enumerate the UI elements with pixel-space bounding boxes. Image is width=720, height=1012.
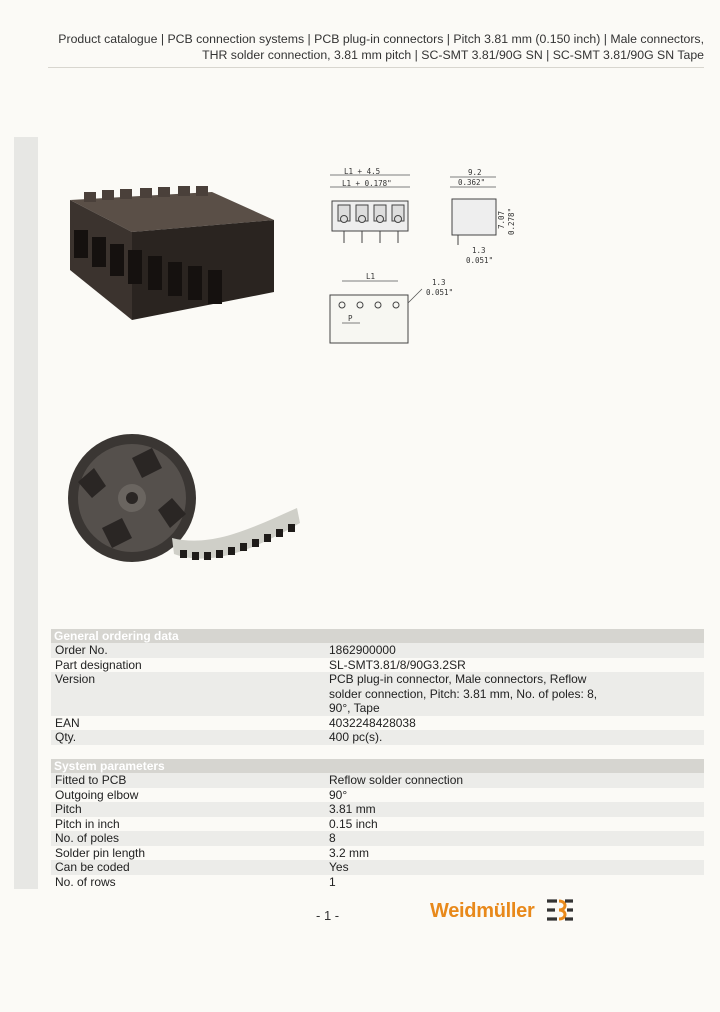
svg-text:P: P [348,314,353,323]
breadcrumb-line-2: THR solder connection, 3.81 mm pitch | SC-SMT 3.81/90G SN | SC-SMT 3.81/90G SN Tape [202,48,704,62]
table-row: No. of rows 1 [55,874,336,889]
table-row: Fitted to PCB Reflow solder connection [51,773,704,788]
table-row: Qty. 400 pc(s). [51,730,704,745]
svg-text:0.051": 0.051" [466,256,494,265]
table-row: No. of poles 8 [51,831,704,846]
logo-mark-icon [545,898,575,922]
svg-text:0.362": 0.362" [458,178,486,187]
svg-text:9.2: 9.2 [468,168,482,177]
side-view-drawing [438,163,548,268]
sidebar-strip [14,137,38,889]
section-title: System parameters [51,759,704,773]
svg-text:0.278": 0.278" [507,207,516,235]
table-row: Can be coded Yes [51,860,704,875]
svg-text:L1: L1 [366,272,376,281]
table-row: EAN 4032248428038 [55,715,416,730]
table-row: Order No. 1862900000 [51,643,704,658]
tape-reel-photo [62,428,302,578]
table-row: Solder pin length 3.2 mm [55,845,370,860]
table-row: Outgoing elbow 90° [55,787,348,802]
table-row: Pitch 3.81 mm [51,802,704,817]
svg-text:7.07: 7.07 [497,210,506,229]
breadcrumb-line-1: Product catalogue | PCB connection systems | PCB plug-in connectors | Pitch 3.81 mm (0.150 inch) | Male connectors, [58,32,704,46]
connector-photo [62,180,282,330]
svg-text:L1 + 0.178": L1 + 0.178" [342,179,392,188]
svg-text:1.3: 1.3 [472,246,486,255]
table-row: Version PCB plug-in connector, Male connectors, Reflow solder connection, Pitch: 3.81 mm, No. of poles: 8, 90°, Tape [51,672,704,716]
svg-text:L1 + 4.5: L1 + 4.5 [344,167,381,176]
header-divider [48,67,704,68]
system-parameters-table [51,759,704,889]
general-ordering-table [51,629,704,745]
breadcrumb [44,31,704,63]
section-title: General ordering data [51,629,704,643]
svg-text:0.051": 0.051" [426,288,454,297]
weidmuller-logo: Weidmüller [430,898,575,923]
table-row: Pitch in inch 0.15 inch [55,816,378,831]
page-number: - 1 - [316,908,340,923]
table-row: Part designation SL-SMT3.81/8/90G3.2SR [55,657,466,672]
svg-text:1.3: 1.3 [432,278,446,287]
